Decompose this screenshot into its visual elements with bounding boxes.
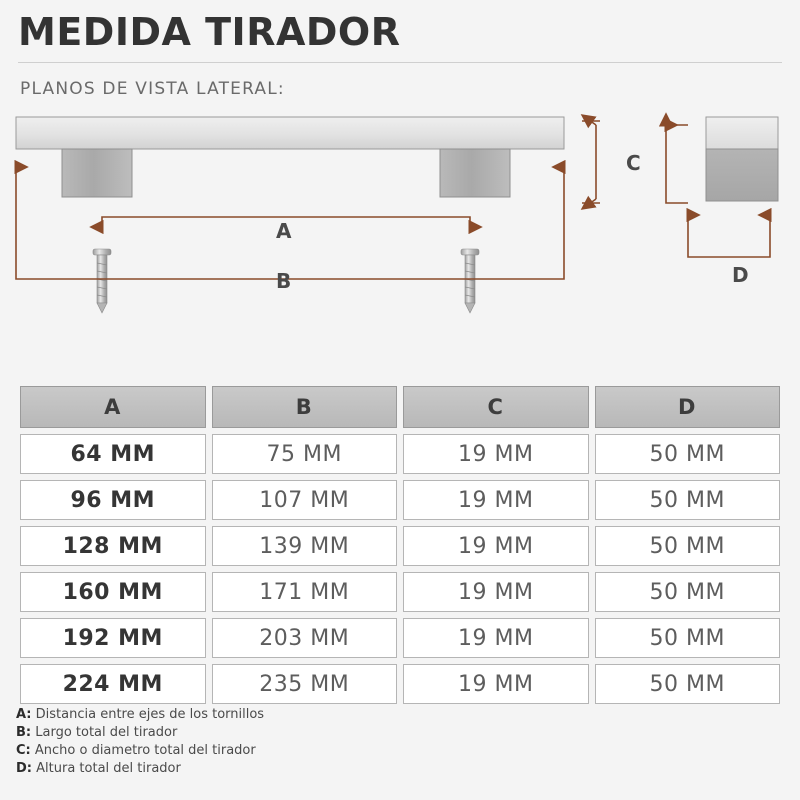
column-header-a: A	[20, 386, 206, 428]
measurements-table	[14, 380, 786, 710]
table-row	[20, 434, 780, 474]
cell-c: 19 MM	[403, 434, 589, 474]
table-row	[20, 664, 780, 704]
cell-c: 19 MM	[403, 526, 589, 566]
table-header-row	[20, 386, 780, 428]
cell-b: 203 MM	[212, 618, 398, 658]
screw-left	[93, 249, 111, 313]
cell-d: 50 MM	[595, 664, 781, 704]
cell-c: 19 MM	[403, 480, 589, 520]
cell-b: 171 MM	[212, 572, 398, 612]
legend-item-a	[16, 706, 264, 724]
cell-c: 19 MM	[403, 572, 589, 612]
cell-b: 107 MM	[212, 480, 398, 520]
legend-text-c: Ancho o diametro total del tirador	[30, 743, 256, 758]
cell-b: 139 MM	[212, 526, 398, 566]
handle-diagram-svg	[0, 107, 800, 347]
cell-d: 50 MM	[595, 434, 781, 474]
table-row	[20, 618, 780, 658]
dimension-c-side-line	[666, 125, 688, 203]
column-header-d: D	[595, 386, 781, 428]
cell-c: 19 MM	[403, 618, 589, 658]
cell-b: 235 MM	[212, 664, 398, 704]
cell-d: 50 MM	[595, 618, 781, 658]
legend-key-c: C:	[16, 743, 31, 758]
title-divider	[18, 62, 782, 63]
handle-leg-left	[62, 149, 132, 197]
legend-text-b: Largo total del tirador	[31, 725, 178, 740]
handle-diagram	[0, 107, 800, 347]
table-row	[20, 572, 780, 612]
cell-d: 50 MM	[595, 480, 781, 520]
legend-key-b: B:	[16, 725, 32, 740]
legend-key-a: A:	[16, 707, 32, 722]
legend-item-d	[16, 760, 264, 778]
cell-a: 96 MM	[20, 480, 206, 520]
cell-b: 75 MM	[212, 434, 398, 474]
legend-text-d: Altura total del tirador	[32, 761, 181, 776]
cell-d: 50 MM	[595, 572, 781, 612]
side-view-top	[706, 117, 778, 149]
dimension-c-label: C	[626, 150, 642, 175]
page-header	[0, 0, 800, 54]
cell-a: 64 MM	[20, 434, 206, 474]
screw-right	[461, 249, 479, 313]
handle-bar	[16, 117, 564, 149]
legend-item-c	[16, 742, 264, 760]
column-header-b: B	[212, 386, 398, 428]
page-subtitle: PLANOS DE VISTA LATERAL:	[20, 78, 285, 99]
dimension-b-label: B	[276, 268, 293, 293]
dimension-a-label: A	[276, 218, 293, 243]
measurements-table-wrap	[14, 380, 786, 710]
dimension-d-label: D	[732, 262, 750, 287]
page-title: MEDIDA TIRADOR	[18, 10, 401, 54]
legend	[16, 706, 264, 778]
cell-a: 224 MM	[20, 664, 206, 704]
cell-a: 192 MM	[20, 618, 206, 658]
legend-key-d: D:	[16, 761, 32, 776]
dimension-c-line	[582, 115, 600, 209]
table-row	[20, 480, 780, 520]
cell-d: 50 MM	[595, 526, 781, 566]
handle-leg-right	[440, 149, 510, 197]
dimension-d-line	[688, 215, 770, 257]
cell-c: 19 MM	[403, 664, 589, 704]
table-row	[20, 526, 780, 566]
legend-text-a: Distancia entre ejes de los tornillos	[31, 707, 265, 722]
cell-a: 160 MM	[20, 572, 206, 612]
side-view-bottom	[706, 149, 778, 201]
cell-a: 128 MM	[20, 526, 206, 566]
legend-item-b	[16, 724, 264, 742]
column-header-c: C	[403, 386, 589, 428]
